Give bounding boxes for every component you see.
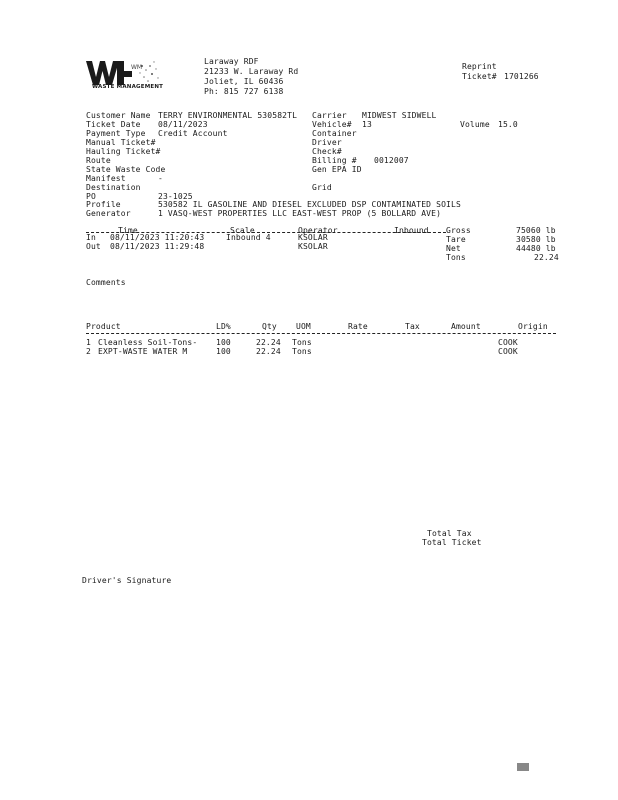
col-ld: LD%	[216, 322, 231, 331]
product-ld: 100	[216, 338, 231, 347]
field-manifest: -	[158, 174, 163, 183]
field-label: Grid	[312, 183, 332, 192]
field-label: State Waste Code	[86, 165, 166, 174]
product-num: 2	[86, 347, 91, 356]
col-uom: UOM	[296, 322, 311, 331]
col-origin: Origin	[518, 322, 548, 331]
product-uom: Tons	[292, 347, 312, 356]
field-customer-name: TERRY ENVIRONMENTAL 530582TL	[158, 111, 298, 120]
profile-label: Profile	[86, 200, 121, 209]
field-payment-type: Credit Account	[158, 129, 228, 138]
doc-type: Reprint	[462, 62, 497, 71]
weigh-operator: KSOLAR	[298, 242, 328, 251]
weigh-datetime: 08/11/2023 11:20:43	[110, 233, 205, 242]
field-ticket-date: 08/11/2023	[158, 120, 208, 129]
weigh-datetime: 08/11/2023 11:29:48	[110, 242, 205, 251]
total-tax-label: Total Tax	[427, 529, 472, 538]
site-address: 21233 W. Laraway Rd	[204, 67, 299, 76]
field-label: Manifest	[86, 174, 126, 183]
field-billing: 0012007	[374, 156, 409, 165]
field-vehicle: 13	[362, 120, 372, 129]
product-qty: 22.24	[256, 347, 281, 356]
field-label: Check#	[312, 147, 342, 156]
field-carrier: MIDWEST SIDWELL	[362, 111, 437, 120]
logo-caption: WASTE MANAGEMENT	[92, 84, 164, 90]
weigh-scale: Inbound 4	[226, 233, 271, 242]
col-amount: Amount	[451, 322, 481, 331]
field-label: Driver	[312, 138, 342, 147]
product-origin: COOK	[498, 347, 518, 356]
field-label: Route	[86, 156, 111, 165]
volume-label: Volume	[460, 120, 490, 129]
ticket-number: 1701266	[504, 72, 539, 81]
field-label: Gen EPA ID	[312, 165, 362, 174]
generator-value: 1 VASQ-WEST PROPERTIES LLC EAST-WEST PROP (5 BOLLARD AVE)	[158, 209, 442, 218]
field-label: Container	[312, 129, 357, 138]
weight-net: 44480 lb	[516, 244, 556, 253]
col-qty: Qty	[262, 322, 277, 331]
product-num: 1	[86, 338, 91, 347]
weight-gross: 75060 lb	[516, 226, 556, 235]
col-product: Product	[86, 322, 121, 331]
col-rate: Rate	[348, 322, 368, 331]
total-ticket-label: Total Ticket	[422, 538, 482, 547]
col-operator: Operator	[298, 226, 338, 235]
logo-mark-text: WM	[131, 64, 143, 71]
ticket-label: Ticket#	[462, 72, 497, 81]
field-label: Carrier	[312, 111, 347, 120]
site-name: Laraway RDF	[204, 57, 259, 66]
weigh-dir: In	[86, 233, 96, 242]
weight-tare: 30580 lb	[516, 235, 556, 244]
site-city: Joliet, IL 60436	[204, 77, 284, 86]
field-label: Destination	[86, 183, 141, 192]
field-po: 23-1025	[158, 192, 193, 201]
field-label: Hauling Ticket#	[86, 147, 161, 156]
product-qty: 22.24	[256, 338, 281, 347]
weigh-operator: KSOLAR	[298, 233, 328, 242]
scan-stamp-mark	[517, 763, 529, 771]
field-label: Vehicle#	[312, 120, 352, 129]
weight-label: Tare	[446, 235, 466, 244]
profile-value: 530582 IL GASOLINE AND DIESEL EXCLUDED DSP CONTAMINATED SOILS	[158, 200, 461, 209]
comments-label: Comments	[86, 278, 126, 287]
col-tax: Tax	[405, 322, 420, 331]
site-phone: Ph: 815 727 6138	[204, 87, 284, 96]
product-origin: COOK	[498, 338, 518, 347]
product-uom: Tons	[292, 338, 312, 347]
volume-value: 15.0	[498, 120, 518, 129]
weigh-dir: Out	[86, 242, 101, 251]
field-label: Billing #	[312, 156, 357, 165]
weight-label: Net	[446, 244, 461, 253]
field-label: Ticket Date	[86, 120, 141, 129]
col-scale: Scale	[230, 226, 255, 235]
weight-label: Tons	[446, 253, 466, 262]
field-label: PO	[86, 192, 96, 201]
product-name: EXPT-WASTE WATER M	[98, 347, 188, 356]
col-inbound: Inbound	[394, 226, 429, 235]
product-name: Cleanless Soil-Tons-	[98, 338, 198, 347]
product-header-rule	[86, 333, 556, 334]
product-ld: 100	[216, 347, 231, 356]
weight-label: Gross	[446, 226, 471, 235]
field-label: Customer Name	[86, 111, 151, 120]
col-time: Time	[118, 226, 138, 235]
driver-signature-label: Driver's Signature	[82, 576, 172, 585]
generator-label: Generator	[86, 209, 131, 218]
weight-tons: 22.24	[534, 253, 559, 262]
field-label: Manual Ticket#	[86, 138, 156, 147]
field-label: Payment Type	[86, 129, 146, 138]
